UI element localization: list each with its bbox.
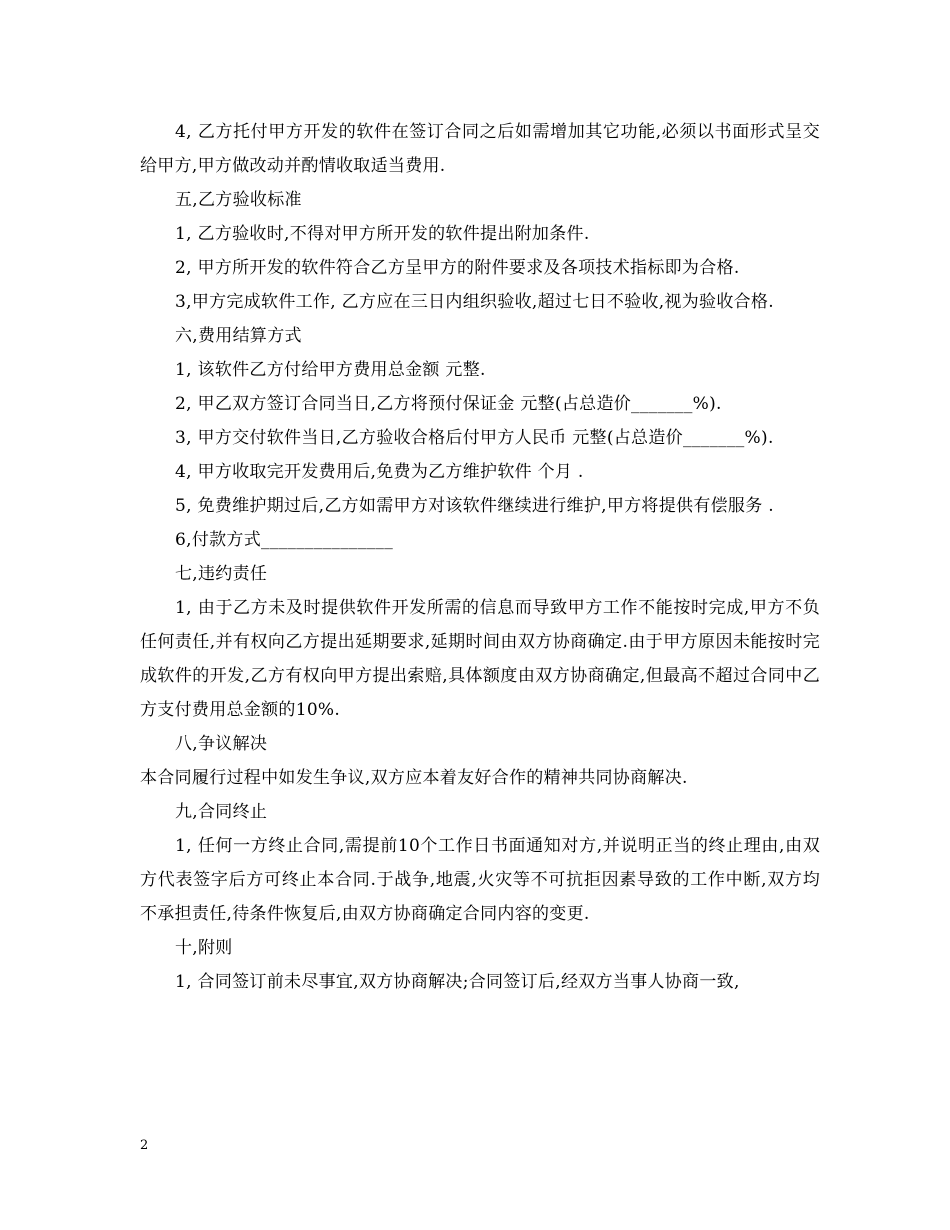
termination-clause-1: 1, 任何一方终止合同,需提前10个工作日书面通知对方,并说明正当的终止理由,由双方代表签字后方可终止本合同.于战争,地震,火灾等不可抗拒因素导致的工作中断,双方均不承担责任,待条件恢复后,由双方协商确定合同内容的变更. bbox=[140, 836, 820, 924]
acceptance-clause-1: 1, 乙方验收时,不得对甲方所开发的软件提出附加条件. bbox=[175, 224, 590, 244]
settlement-clause-4: 4, 甲方收取完开发费用后,免费为乙方维护软件 个月 . bbox=[175, 462, 584, 482]
section-heading-acceptance: 五,乙方验收标准 bbox=[175, 190, 302, 210]
section-heading-settlement: 六,费用结算方式 bbox=[175, 326, 302, 346]
section-heading-supplementary: 十,附则 bbox=[175, 938, 233, 958]
supplementary-clause-1: 1, 合同签订前未尽事宜,双方协商解决;合同签订后,经双方当事人协商一致, bbox=[175, 972, 740, 992]
settlement-clause-3: 3, 甲方交付软件当日,乙方验收合格后付甲方人民币 元整(占总造价_______%). bbox=[175, 428, 774, 448]
liability-clause-1: 1, 由于乙方未及时提供软件开发所需的信息而导致甲方工作不能按时完成,甲方不负任何责任,并有权向乙方提出延期要求,延期时间由双方协商确定.由于甲方原因未能按时完成软件的开发,乙方有权向甲方提出索赔,具体额度由双方协商确定,但最高不超过合同中乙方支付费用总金额的10%. bbox=[140, 598, 820, 720]
settlement-clause-6: 6,付款方式_______________ bbox=[175, 530, 394, 550]
clause-4-paragraph: 4, 乙方托付甲方开发的软件在签订合同之后如需增加其它功能,必须以书面形式呈交给甲方,甲方做改动并酌情收取适当费用. bbox=[140, 122, 820, 176]
section-heading-dispute: 八,争议解决 bbox=[175, 734, 268, 754]
section-heading-liability: 七,违约责任 bbox=[175, 564, 268, 584]
settlement-clause-2: 2, 甲乙双方签订合同当日,乙方将预付保证金 元整(占总造价_______%). bbox=[175, 394, 722, 414]
document-body bbox=[140, 115, 820, 999]
section-heading-termination: 九,合同终止 bbox=[175, 802, 268, 822]
acceptance-clause-2: 2, 甲方所开发的软件符合乙方呈甲方的附件要求及各项技术指标即为合格. bbox=[175, 258, 740, 278]
settlement-clause-5: 5, 免费维护期过后,乙方如需甲方对该软件继续进行维护,甲方将提供有偿服务 . bbox=[175, 496, 774, 516]
dispute-paragraph: 本合同履行过程中如发生争议,双方应本着友好合作的精神共同协商解决. bbox=[140, 768, 688, 788]
acceptance-clause-3: 3,甲方完成软件工作, 乙方应在三日内组织验收,超过七日不验收,视为验收合格. bbox=[175, 292, 774, 312]
page-number: 2 bbox=[140, 1138, 149, 1153]
settlement-clause-1: 1, 该软件乙方付给甲方费用总金额 元整. bbox=[175, 360, 486, 380]
